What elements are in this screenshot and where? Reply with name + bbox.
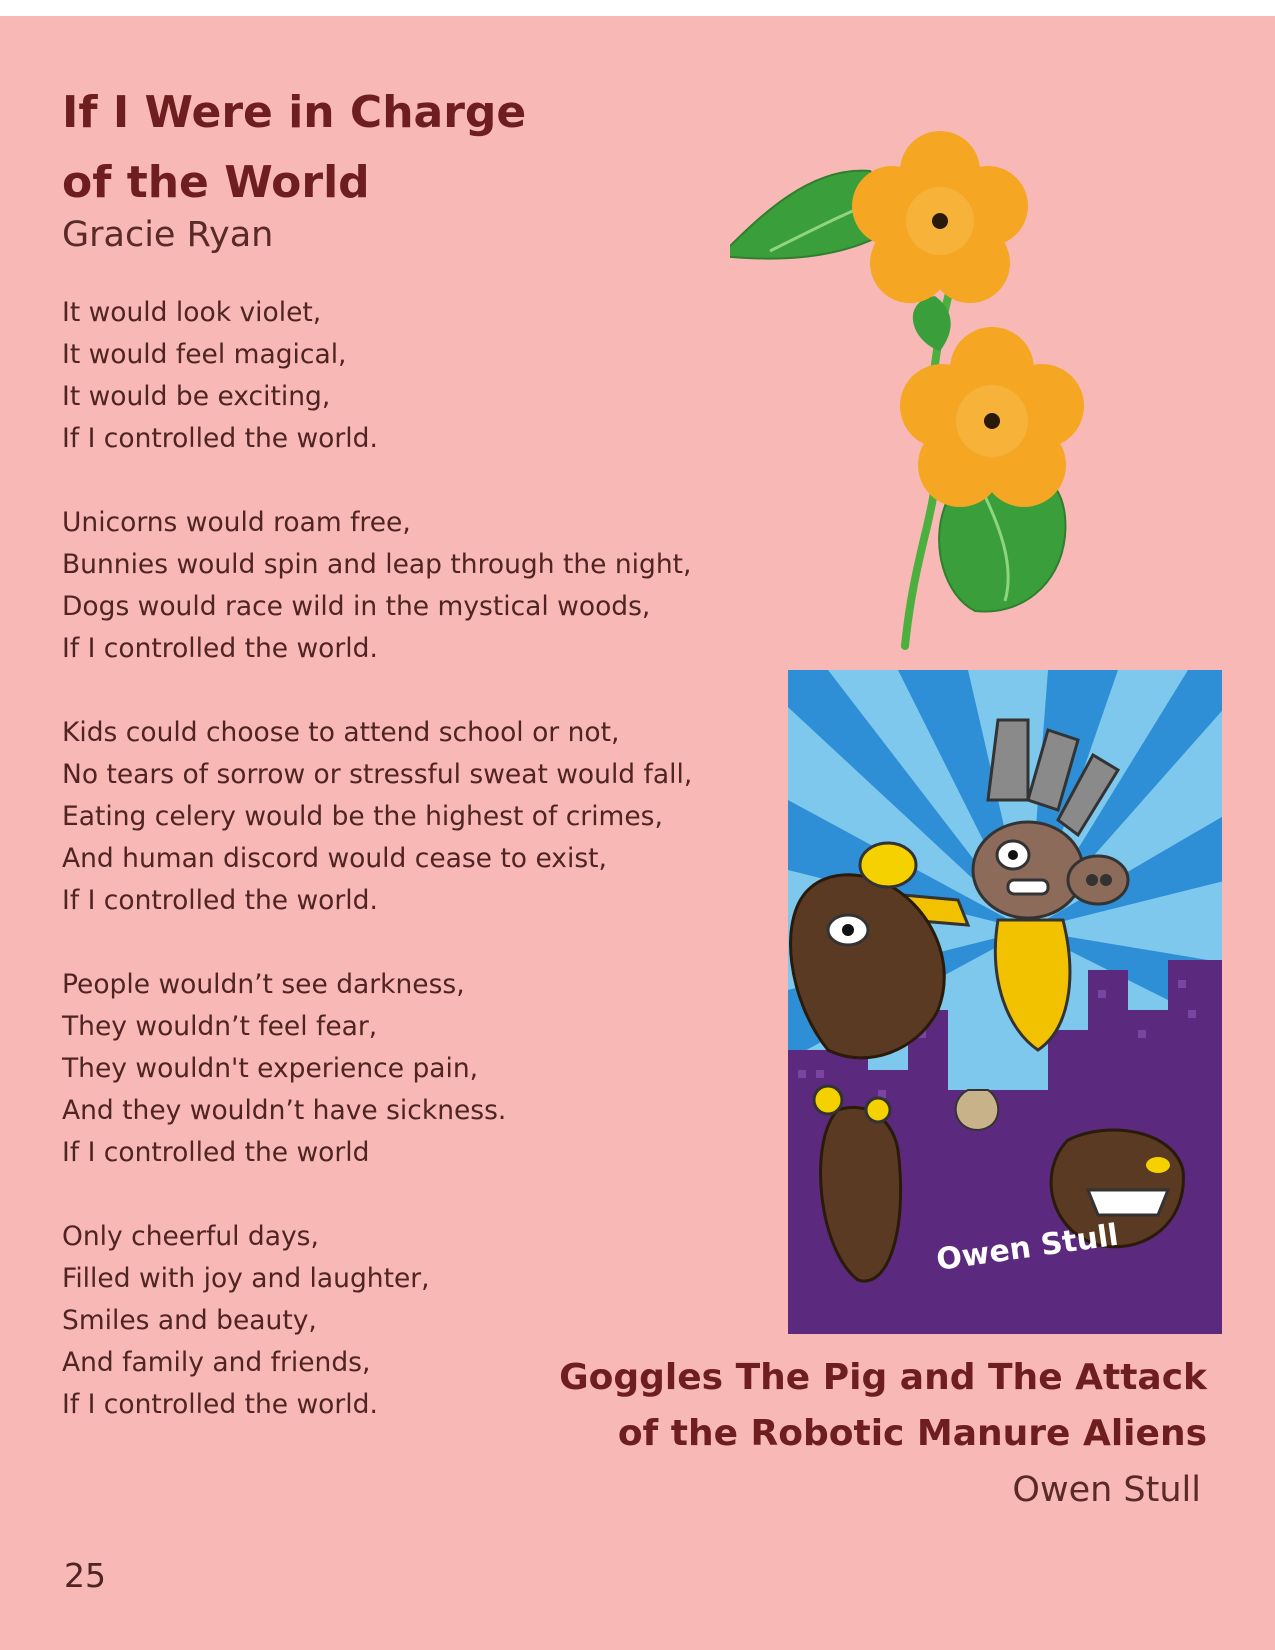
poem-body [62, 292, 742, 1468]
poem-line: And family and friends, [62, 1347, 371, 1378]
poster-signature: Owen Stull [934, 1217, 1121, 1278]
poem-line: And they wouldn’t have sickness. [62, 1095, 507, 1126]
poem-line: Kids could choose to attend school or not, [62, 717, 620, 748]
stanza-2 [62, 502, 742, 670]
cartoon-pig-superhero-poster-icon [788, 670, 1222, 1334]
poem-line: If I controlled the world. [62, 1389, 378, 1420]
poem-line: Unicorns would roam free, [62, 507, 411, 538]
poem-line: They wouldn't experience pain, [62, 1053, 479, 1084]
poem-line: It would feel magical, [62, 339, 347, 370]
poem-line: If I controlled the world [62, 1137, 370, 1168]
poem-line: They wouldn’t feel fear, [62, 1011, 378, 1042]
poem-title [62, 78, 622, 218]
poem-line: And human discord would cease to exist, [62, 843, 607, 874]
poem-line: Filled with joy and laughter, [62, 1263, 430, 1294]
poem-line: It would be exciting, [62, 381, 331, 412]
artwork-title-line-2: of the Robotic Manure Aliens [617, 1413, 1207, 1454]
poem-line: Bunnies would spin and leap through the night, [62, 549, 692, 580]
poem-line: It would look violet, [62, 297, 322, 328]
poem-line: If I controlled the world. [62, 885, 378, 916]
poem-line: People wouldn’t see darkness, [62, 969, 465, 1000]
stanza-3 [62, 712, 742, 922]
poem-title-line-2: of the World [62, 157, 370, 208]
comic-poster [788, 670, 1222, 1334]
poem-line: If I controlled the world. [62, 423, 378, 454]
poem-line: No tears of sorrow or stressful sweat would fall, [62, 759, 693, 790]
poem-line: Smiles and beauty, [62, 1305, 317, 1336]
artwork-title-line-1: Goggles The Pig and The Attack [559, 1357, 1207, 1398]
poem-line: If I controlled the world. [62, 633, 378, 664]
page [0, 16, 1275, 1650]
page-number: 25 [64, 1556, 106, 1595]
poem-line: Eating celery would be the highest of crimes, [62, 801, 663, 832]
poem-author: Gracie Ryan [62, 215, 274, 255]
artwork-author: Owen Stull [1012, 1470, 1201, 1510]
poem-title-line-1: If I Were in Charge [62, 87, 527, 138]
poem-line: Dogs would race wild in the mystical woods, [62, 591, 651, 622]
stanza-1 [62, 292, 742, 460]
artwork-title [507, 1350, 1207, 1462]
orange-flowers-drawing-icon [730, 126, 1150, 666]
poem-line: Only cheerful days, [62, 1221, 319, 1252]
stanza-4 [62, 964, 742, 1174]
